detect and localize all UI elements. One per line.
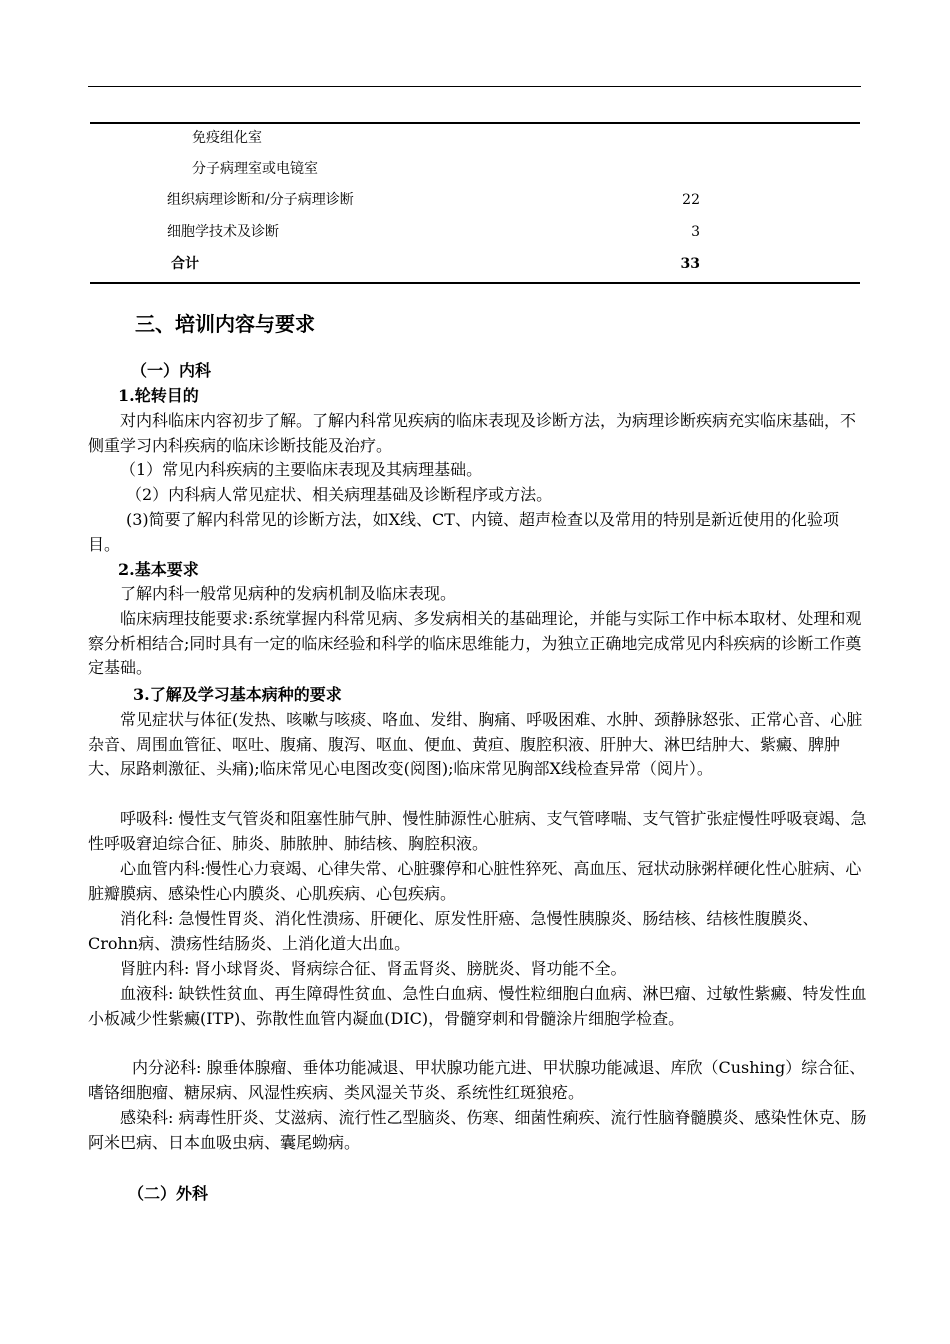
table-row [90, 155, 860, 183]
goal-item-2: （2）内科病人常见症状、相关病理基础及诊断程序或方法。 [126, 485, 553, 504]
table-row-label: 组织病理诊断和/分子病理诊断 [167, 192, 354, 208]
rotation-goal-text: 对内科临床内容初步了解。了解内科常见疾病的临床表现及诊断方法，为病理诊断疾病充实临床基础，不侧重学习内科疾病的临床诊断技能及治疗。 [88, 411, 857, 455]
digestive-text: 消化科: 急慢性胃炎、消化性溃疡、肝硬化、原发性肝癌、急慢性胰腺炎、肠结核、结核性腹膜炎、Crohn病、溃疡性结肠炎、上消化道大出血。 [88, 909, 819, 953]
endocrine-text: 内分泌科: 腺垂体腺瘤、垂体功能减退、甲状腺功能亢进、甲状腺功能减退、库欣（Cushing）综合征、嗜铬细胞瘤、糖尿病、风湿性疾病、类风湿关节炎、系统性红斑狼疮。 [88, 1058, 866, 1102]
infectious-text: 感染科: 病毒性肝炎、艾滋病、流行性乙型脑炎、伤寒、细菌性痢疾、流行性脑脊髓膜炎、感染性休克、肠阿米巴病、日本血吸虫病、囊尾蚴病。 [88, 1108, 867, 1152]
basic-requirements-heading: 2.基本要求 [118, 560, 199, 579]
section-title: 三、培训内容与要求 [135, 312, 315, 336]
table-total-label: 合计 [171, 256, 199, 272]
basic-requirements-text: 了解内科一般常见病种的发病机制及临床表现。 [120, 584, 457, 603]
table-row [90, 186, 860, 214]
table-row-total [90, 250, 860, 278]
basic-diseases-heading: 3.了解及学习基本病种的要求 [133, 685, 342, 704]
table-row [90, 124, 860, 152]
table-row-value: 22 [682, 192, 700, 208]
symptoms-text: 常见症状与体征(发热、咳嗽与咳痰、咯血、发绀、胸痛、呼吸困难、水肿、颈静脉怒张、正常心音、心脏杂音、周围血管征、呕吐、腹痛、腹泻、呕血、便血、黄疸、腹腔积液、肝肿大、淋巴结肿大、紫癜、脾肿大、尿路刺激征、头痛);临床常见心电图改变(阅图);临床常见胸部X线检查异常（阅片）。 [88, 710, 863, 778]
goal-item-3: (3)简要了解内科常见的诊断方法，如X线、CT、内镜、超声检查以及常用的特别是新近使用的化验项目。 [88, 510, 839, 554]
table-row-label: 分子病理室或电镜室 [192, 161, 318, 177]
renal-text: 肾脏内科: 肾小球肾炎、肾病综合征、肾盂肾炎、膀胱炎、肾功能不全。 [120, 959, 627, 978]
table-row-label: 细胞学技术及诊断 [167, 224, 279, 240]
table-row-value: 3 [691, 224, 700, 240]
table-bottom-rule [90, 282, 860, 284]
rotation-goal-heading: 1.轮转目的 [118, 386, 199, 405]
respiratory-text: 呼吸科: 慢性支气管炎和阻塞性肺气肿、慢性肺源性心脏病、支气管哮喘、支气管扩张症慢性呼吸衰竭、急性呼吸窘迫综合征、肺炎、肺脓肿、肺结核、胸腔积液。 [88, 809, 867, 853]
table-row [90, 218, 860, 246]
goal-item-1: （1）常见内科疾病的主要临床表现及其病理基础。 [120, 460, 483, 479]
clinical-pathology-skills-text: 临床病理技能要求:系统掌握内科常见病、多发病相关的基础理论，并能与实际工作中标本取材、处理和观察分析相结合;同时具有一定的临床经验和科学的临床思维能力，为独立正确地完成常见内科疾病的诊断工作奠定基础。 [88, 609, 862, 677]
table-row-label: 免疫组化室 [192, 130, 262, 146]
cardiology-text: 心血管内科:慢性心力衰竭、心律失常、心脏骤停和心脏性猝死、高血压、冠状动脉粥样硬化性心脏病、心脏瓣膜病、感染性心内膜炎、心肌疾病、心包疾病。 [88, 859, 862, 903]
internal-medicine-heading: （一）内科 [131, 361, 212, 380]
table-total-value: 33 [680, 256, 700, 272]
hematology-text: 血液科: 缺铁性贫血、再生障碍性贫血、急性白血病、慢性粒细胞白血病、淋巴瘤、过敏性紫癜、特发性血小板减少性紫癜(ITP)、弥散性血管内凝血(DIC)，骨髓穿刺和骨髓涂片细胞学检查。 [88, 984, 867, 1028]
surgery-heading: （二）外科 [128, 1184, 209, 1203]
page-header-rule [88, 86, 861, 87]
